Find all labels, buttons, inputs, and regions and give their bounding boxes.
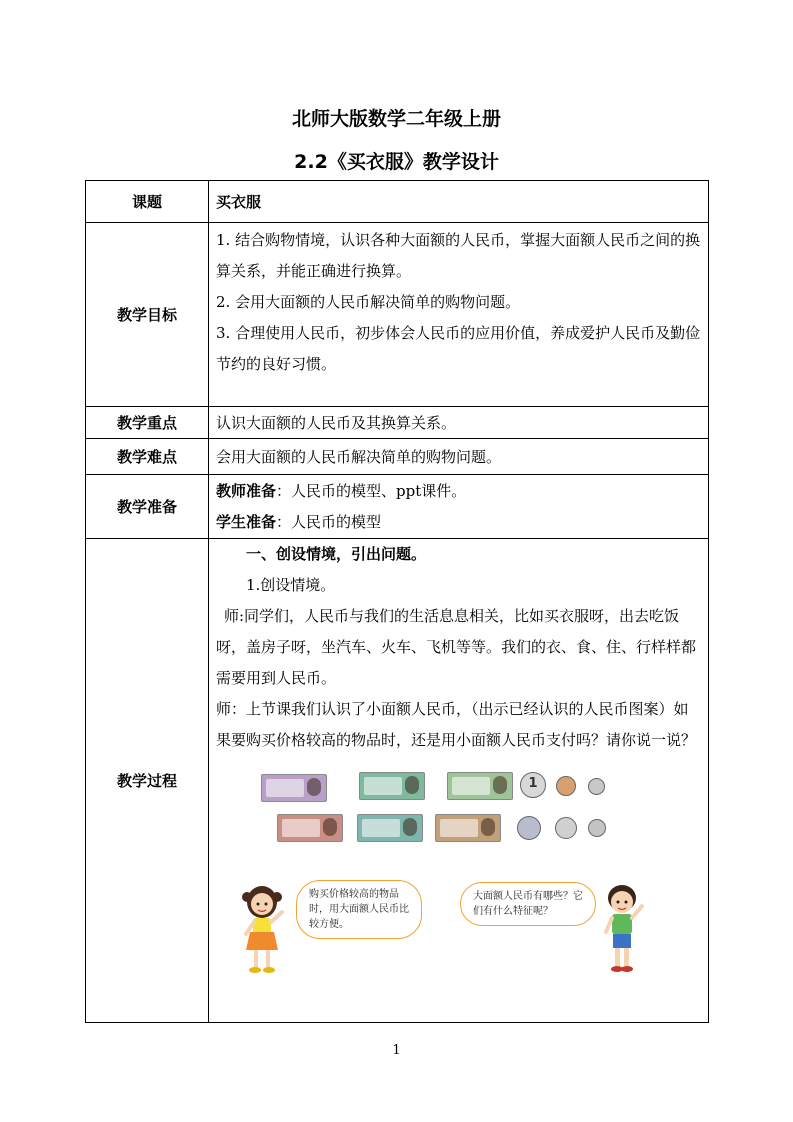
speech-bubble-left: 购买价格较高的物品时，用大面额人民币比较方便。 — [296, 880, 422, 939]
lesson-plan-table — [85, 180, 709, 1023]
process-step-1: 1.创设情境。 — [246, 576, 336, 594]
label-difficulty: 教学难点 — [86, 439, 209, 475]
goal-item-2: 2. 会用大面额的人民币解决简单的购物问题。 — [216, 293, 521, 311]
coin-5-fen — [517, 816, 541, 840]
banknote-5-yuan — [261, 774, 327, 802]
speech-bubble-right: 大面额人民币有哪些？它们有什么特征呢？ — [460, 882, 596, 926]
row-key-point — [86, 407, 709, 439]
row-difficulty — [86, 439, 709, 475]
row-goals — [86, 223, 709, 407]
label-process: 教学过程 — [86, 539, 209, 1023]
value-topic: 买衣服 — [209, 181, 709, 223]
coin-2-fen — [555, 817, 577, 839]
cartoon-scene — [216, 876, 701, 988]
boy-character-icon — [592, 880, 652, 980]
row-preparation — [86, 475, 709, 539]
banknote-1-jiao — [435, 814, 501, 842]
row-topic — [86, 181, 709, 223]
document-title: 北师大版数学二年级上册 — [291, 108, 501, 130]
goal-item-3: 3. 合理使用人民币，初步体会人民币的应用价值，养成爱护人民币及勤俭节约的良好习惯。 — [216, 324, 701, 373]
coin-1-yuan: 1 — [520, 772, 546, 798]
prep-student: 学生准备：人民币的模型 — [216, 512, 382, 531]
process-section-1: 一、创设情境，引出问题。 — [246, 545, 427, 563]
banknote-1-yuan — [447, 772, 513, 800]
process-paragraph-2: 师：上节课我们认识了小面额人民币，（出示已经认识的人民币图案）如果要购买价格较高的物品时，还是用小面额人民币支付吗？请你说一说？ — [216, 700, 697, 749]
value-difficulty: 会用大面额的人民币解决简单的购物问题。 — [209, 439, 709, 475]
currency-illustration — [216, 770, 701, 866]
row-process — [86, 539, 709, 1023]
label-goals: 教学目标 — [86, 223, 209, 407]
value-preparation — [209, 475, 709, 539]
label-key-point: 教学重点 — [86, 407, 209, 439]
banknote-2-jiao — [357, 814, 423, 842]
coin-1-jiao — [588, 778, 605, 795]
value-process — [209, 539, 709, 1023]
goal-item-1: 1. 结合购物情境，认识各种大面额的人民币，掌握大面额人民币之间的换算关系，并能正确进行换算。 — [216, 231, 701, 280]
coin-5-jiao — [556, 776, 576, 796]
label-topic: 课题 — [86, 181, 209, 223]
prep-teacher: 教师准备：人民币的模型、ppt课件。 — [216, 481, 467, 500]
document-subtitle: 2.2《买衣服》教学设计 — [294, 151, 499, 173]
process-paragraph-1: 师:同学们，人民币与我们的生活息息相关，比如买衣服呀，出去吃饭呀，盖房子呀，坐汽车、火车、飞机等等。我们的衣、食、住、行样样都需要用到人民币。 — [216, 607, 697, 687]
banknote-2-yuan — [359, 772, 425, 800]
value-key-point: 认识大面额的人民币及其换算关系。 — [209, 407, 709, 439]
page-number: 1 — [392, 1043, 401, 1058]
coin-1-fen — [588, 819, 606, 837]
banknote-5-jiao — [277, 814, 343, 842]
girl-character-icon — [234, 882, 294, 978]
value-goals — [209, 223, 709, 407]
label-preparation: 教学准备 — [86, 475, 209, 539]
